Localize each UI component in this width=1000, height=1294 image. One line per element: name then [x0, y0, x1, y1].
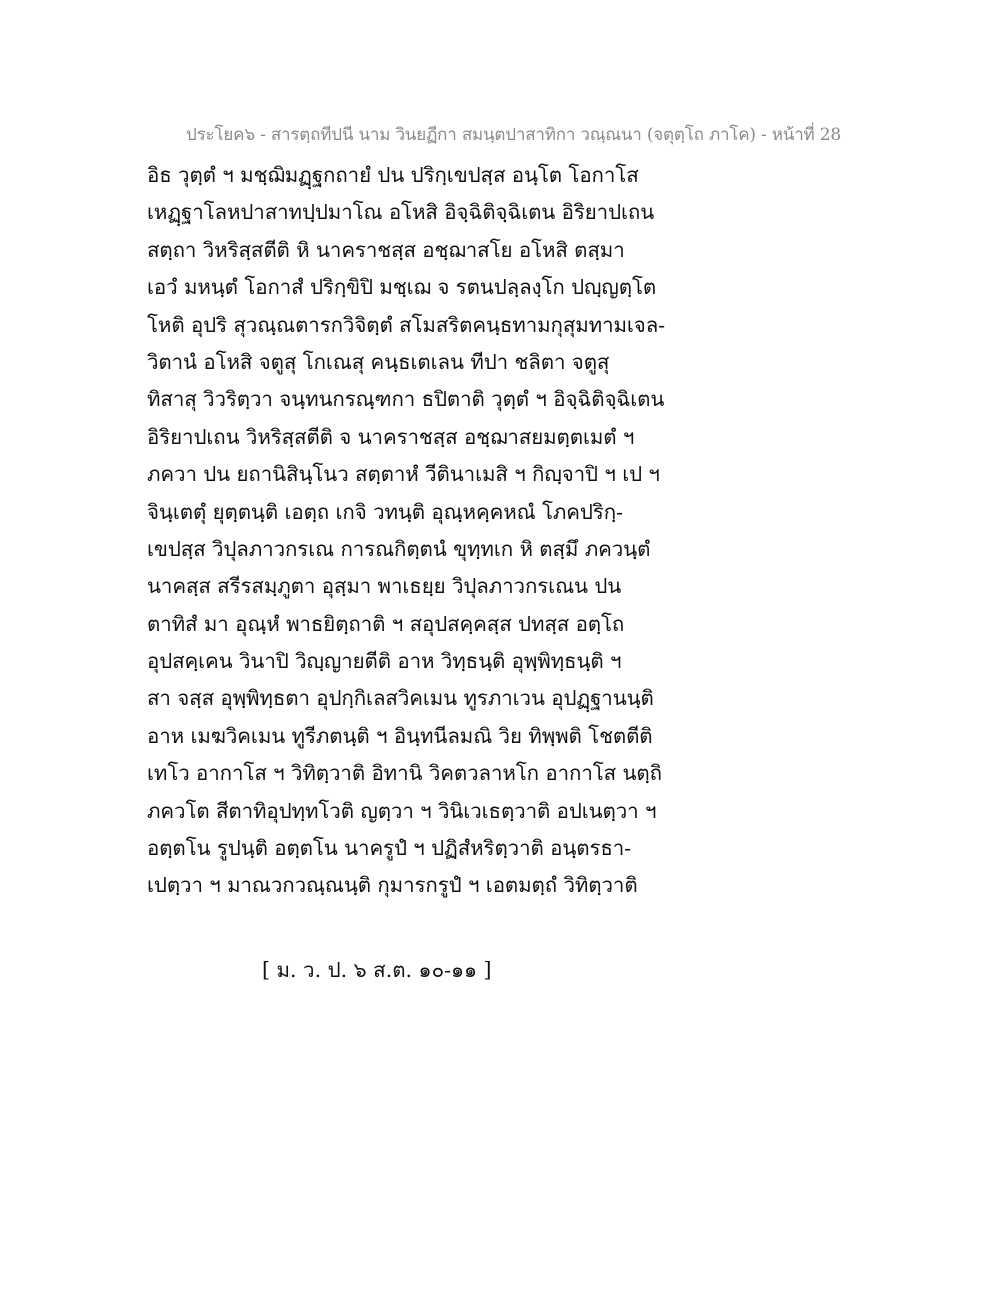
text-line: เอวํ มหนฺตํ โอกาสํ ปริกฺขิปิ มชฺเฌ จ รตนปลฺลงฺโก ปญฺญตฺโต	[147, 275, 657, 300]
text-line: ทิสาสุ วิวริตฺวา จนฺทนกรณฺฑกา ธปิตาติ วุตฺตํ ฯ อิจฺฉิติจฺฉิเตน	[147, 387, 665, 412]
text-line: เทโว อากาโส ฯ วิทิตฺวาติ อิทานิ วิคตวลาหโก อากาโส นตฺถิ	[147, 761, 662, 786]
text-line: ตาทิสํ มา อุณฺหํ พาธยิตฺถาติ ฯ สอุปสคฺคสฺส ปทสฺส อตฺโถ	[147, 611, 625, 636]
text-line: อิธ วุตฺตํ ฯ มชฺฌิมฏฺฐกถายํ ปน ปริกฺเขปสฺส อนฺโต โอกาโส	[147, 163, 639, 187]
text-line: อิริยาปเถน วิหริสฺสตีติ จ นาคราชสฺส อชฺฌาสยมตฺตเมตํ ฯ	[147, 424, 635, 449]
text-line: สา จสฺส อุพฺพิทฺธตา อุปกฺกิเลสวิคเมน ทูรภาเวน อุปฏฺฐานนฺติ	[147, 686, 654, 711]
source-reference: [ ม. ว. ป. ๖ ส.ต. ๑๐-๑๑ ]	[262, 958, 492, 982]
text-line: โหติ อุปริ สุวณฺณตารกวิจิตฺตํ สโมสริตคนฺธทามกุสุมทามเจล-	[147, 312, 666, 337]
text-line: ภควา ปน ยถานิสินฺโนว สตฺตาหํ วีตินาเมสิ ฯ กิญฺจาปิ ฯ เป ฯ	[147, 462, 660, 487]
text-line: อาห เมฆวิคเมน ทูรีภตนฺติ ฯ อินฺทนีลมณิ วิย ทิพฺพติ โชตตีติ	[147, 723, 653, 748]
text-line: สตฺถา วิหริสฺสตีติ หิ นาคราชสฺส อชฺฌาสโย อโหสิ ตสฺมา	[147, 237, 625, 262]
text-line: อตฺตโน รูปนฺติ อตฺตโน นาครูปํ ฯ ปฏิสํหริตฺวาติ อนฺตรธา-	[147, 836, 632, 861]
text-line: เหฏฺฐาโลหปาสาทปฺปมาโณ อโหสิ อิจฺฉิติจฺฉิเตน อิริยาปเถน	[147, 200, 655, 225]
text-line: วิตานํ อโหสิ จตูสุ โกเณสุ คนฺธเตเลน ทีปา ชลิตา จตูสุ	[147, 349, 610, 374]
running-header: ประโยค๖ - สารตฺถทีปนี นาม วินยฏีกา สมนฺตปาสาทิกา วณฺณนา (จตุตฺโถ ภาโค) - หน้าที่ 28	[186, 125, 841, 145]
text-line: นาคสฺส สรีรสมฺภูตา อุสฺมา พาเธยฺย วิปุลภาวกรเณน ปน	[147, 574, 622, 599]
text-line: เขปสฺส วิปุลภาวกรเณ การณกิตฺตนํ ขุทฺทเก หิ ตสฺมึ ภควนฺตํ	[147, 536, 651, 561]
text-line: จินฺเตตุํ ยุตฺตนฺติ เอตฺถ เกจิ วทนฺติ อุณฺหคฺคหณํ โภคปริกฺ-	[147, 499, 623, 524]
text-line: ภควโต สีตาทิอุปทฺทโวติ ญตฺวา ฯ วินิเวเธตฺวาติ อปเนตฺวา ฯ	[147, 798, 657, 823]
body-text	[147, 157, 867, 905]
text-line: อุปสคฺเคน วินาปิ วิญฺญายตีติ อาห วิทฺธนฺติ อุพฺพิทฺธนฺติ ฯ	[147, 649, 622, 674]
text-line: เปตฺวา ฯ มาณวกวณฺณนฺติ กุมารกรูปํ ฯ เอตมตฺถํ วิทิตฺวาติ	[147, 873, 638, 898]
